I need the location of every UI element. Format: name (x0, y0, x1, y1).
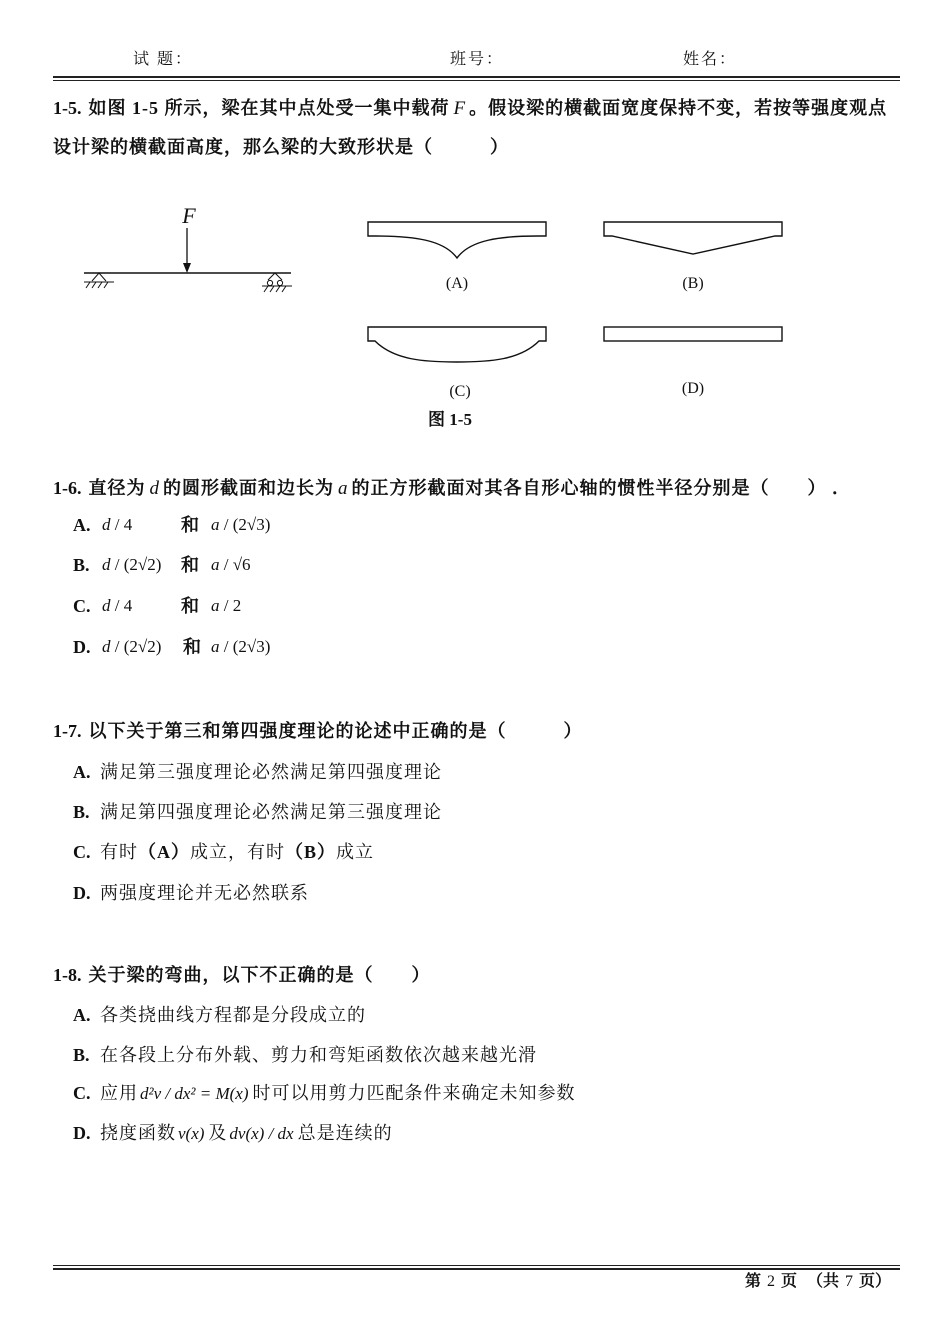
stem-text: 的正方形截面对其各自形心轴的惯性半径分别是（ ） ． (351, 478, 851, 498)
math-rest: / 2 (219, 596, 242, 615)
option-reference: （A） (138, 842, 190, 862)
question-1-5-stem-line2: 设计梁的横截面高度，那么梁的大致形状是（ ） (53, 137, 509, 157)
roller-hatch (276, 286, 280, 292)
roller-hatch (270, 286, 274, 292)
math-rest: / (2√3) (219, 637, 271, 656)
math-variable: d (102, 515, 111, 534)
option-label: D. (73, 1123, 91, 1143)
option-text: 及 (208, 1123, 228, 1143)
math-variable: a (211, 515, 220, 534)
load-arrow-head (183, 263, 191, 273)
question-number: 1-7. (53, 721, 82, 741)
option-label: B. (73, 1045, 90, 1065)
option-left-expression (102, 594, 132, 618)
stem-text: 以下关于第三和第四强度理论的论述中正确的是（ ） (88, 721, 583, 741)
question-1-7-stem (53, 719, 583, 743)
option-reference: （B） (285, 842, 337, 862)
question-1-6-option-a (73, 513, 373, 537)
pin-support (84, 273, 114, 288)
math-variable: a (211, 596, 220, 615)
option-right-expression (211, 513, 270, 537)
question-1-7-option-a (73, 760, 442, 784)
roller-triangle (268, 273, 282, 280)
option-label: A. (73, 515, 91, 535)
question-1-8-option-d (73, 1121, 393, 1146)
stem-text: 关于梁的弯曲，以下不正确的是（ ） (88, 965, 431, 985)
option-label: B. (73, 802, 90, 822)
option-left-expression (102, 635, 161, 659)
option-label: C. (73, 842, 91, 862)
total-pages: 7 (845, 1273, 854, 1290)
option-label: A. (73, 762, 91, 782)
question-1-8-stem (53, 963, 431, 987)
option-text: 满足第四强度理论必然满足第三强度理论 (100, 802, 442, 822)
page-prefix: 第 (745, 1273, 762, 1290)
question-1-8-option-b (73, 1043, 537, 1067)
option-formula: v(x) (178, 1124, 205, 1143)
option-right-expression (211, 553, 251, 577)
stem-variable: d (149, 478, 159, 499)
math-variable: d (102, 555, 111, 574)
beam-shape-d (604, 327, 782, 341)
option-conjunction: 和 (183, 637, 202, 657)
option-text: 时可以用剪力匹配条件来确定未知参数 (252, 1083, 576, 1103)
stem-text: 。假设梁的横截面宽度保持不变，若按等强度观点 (469, 98, 888, 118)
option-label: D. (73, 637, 91, 657)
option-conjunction: 和 (181, 555, 200, 575)
roller-wheel (267, 280, 272, 285)
question-1-6-option-c (73, 594, 373, 618)
option-text: 应用 (100, 1083, 138, 1103)
option-formula: dv(x) / dx (229, 1124, 294, 1143)
option-right-expression (211, 594, 241, 618)
pin-triangle (92, 273, 106, 281)
option-text: 有时 (100, 842, 138, 862)
question-1-8-option-a (73, 1003, 366, 1027)
footer-rule-top (53, 1265, 900, 1266)
pin-hatch (92, 282, 96, 288)
total-suffix: 页） (859, 1273, 892, 1290)
math-variable: d (102, 637, 111, 656)
option-formula: d²v / dx² = M(x) (140, 1084, 249, 1103)
question-1-6-stem (53, 476, 851, 501)
option-text: 成立 (336, 842, 375, 862)
question-number: 1-6. (53, 478, 82, 498)
option-label: D. (73, 883, 91, 903)
page-number: 2 (767, 1273, 776, 1290)
option-right-expression (211, 635, 270, 659)
math-variable: d (102, 596, 111, 615)
option-text: 各类挠曲线方程都是分段成立的 (100, 1005, 366, 1025)
roller-support (262, 273, 292, 292)
question-1-5-stem-line1 (53, 96, 887, 121)
total-prefix: （共 (807, 1273, 840, 1290)
beam-shape-c (368, 327, 546, 362)
option-conjunction: 和 (181, 596, 200, 616)
option-label: A. (73, 1005, 91, 1025)
math-rest: / 4 (110, 596, 133, 615)
stem-text: 直径为 (88, 478, 146, 498)
class-number-label: 班号： (450, 51, 505, 68)
page-indicator (745, 1271, 891, 1293)
option-label: C. (73, 596, 91, 616)
math-rest: / 4 (110, 515, 133, 534)
option-left-expression (102, 513, 132, 537)
pin-hatch (86, 282, 90, 288)
math-rest: / (2√2) (110, 555, 162, 574)
page-suffix: 页 (781, 1273, 798, 1290)
option-text: 挠度函数 (100, 1123, 176, 1143)
question-1-8-option-c (73, 1081, 576, 1106)
roller-hatch (264, 286, 268, 292)
option-text: 在各段上分布外载、剪力和弯矩函数依次越来越光滑 (100, 1045, 537, 1065)
roller-wheel (277, 280, 282, 285)
math-rest: / (2√3) (219, 515, 271, 534)
question-1-6-option-b (73, 553, 373, 577)
header-rule-bottom (53, 80, 900, 81)
beam-shape-a (368, 222, 546, 258)
option-text: 两强度理论并无必然联系 (100, 883, 309, 903)
pin-hatch (104, 282, 108, 288)
option-conjunction: 和 (181, 515, 200, 535)
option-label-d: (D) (681, 380, 705, 397)
question-number: 1-8. (53, 965, 82, 985)
option-label: C. (73, 1083, 91, 1103)
stem-variable: F (453, 98, 466, 119)
question-1-7-option-c (73, 840, 374, 864)
option-label-c: (C) (449, 383, 471, 400)
stem-text: 的圆形截面和边长为 (163, 478, 334, 498)
question-number: 1-5. (53, 98, 82, 118)
option-text: 总是连续的 (297, 1123, 393, 1143)
option-text: 满足第三强度理论必然满足第四强度理论 (100, 762, 442, 782)
question-1-6-option-d (73, 635, 373, 659)
roller-hatch (282, 286, 286, 292)
question-1-7-option-d (73, 881, 309, 905)
math-rest: / (2√2) (110, 637, 162, 656)
option-left-expression (102, 553, 161, 577)
math-variable: a (211, 555, 220, 574)
figure-caption: 图 1-5 (428, 410, 472, 429)
math-variable: a (211, 637, 220, 656)
stem-text: 如图 1-5 所示，梁在其中点处受一集中载荷 (88, 98, 450, 118)
exam-title-label: 试 题： (133, 51, 194, 68)
option-label-a: (A) (445, 275, 469, 292)
student-name-label: 姓名： (683, 51, 738, 68)
stem-variable: a (338, 478, 348, 499)
option-label: B. (73, 555, 90, 575)
load-label: F (182, 203, 196, 228)
pin-hatch (98, 282, 102, 288)
option-text: 成立，有时 (190, 842, 285, 862)
math-rest: / √6 (219, 555, 251, 574)
header-rule-top (53, 76, 900, 78)
option-label-b: (B) (682, 275, 704, 292)
beam-shape-b (604, 222, 782, 254)
footer-rule-bottom (53, 1268, 900, 1270)
question-1-7-option-b (73, 800, 442, 824)
figure-1-5 (0, 190, 950, 405)
